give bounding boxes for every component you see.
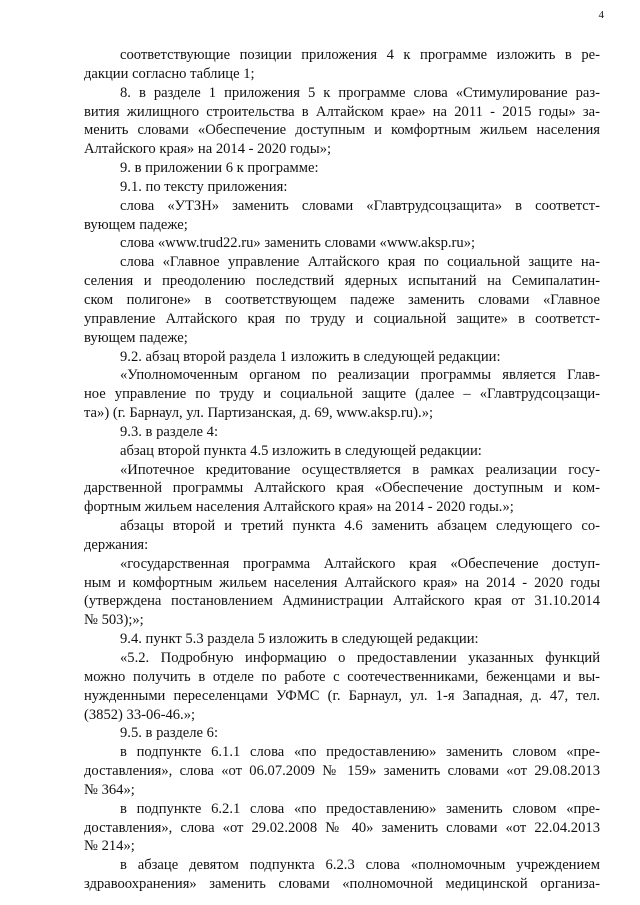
paragraph	[84, 423, 600, 442]
text-line: ное управление по труду и социальной защите (далее – «Главтрудсоцзащи-	[84, 386, 600, 403]
paragraph	[84, 442, 600, 461]
text-line: 8. в разделе 1 приложения 5 к программе слова «Стимулирование раз-	[120, 84, 600, 101]
text-line: № 214»;	[84, 838, 135, 855]
text-line: 9.3. в разделе 4:	[120, 423, 219, 440]
text-line: вующем падеже;	[84, 216, 188, 233]
text-line: фортным жильем населения Алтайского края» на 2014 - 2020 годы.»;	[84, 499, 514, 516]
text-line: доставления», слова «от 29.02.2008 № 40» заменить словами «от 22.04.2013	[84, 819, 600, 836]
text-line: слова «www.trud22.ru» заменить словами «www.aksp.ru»;	[120, 235, 476, 252]
text-line: здравоохранения» заменить словами «полномочной медицинской организа-	[84, 876, 600, 893]
page-number: 4	[598, 9, 604, 21]
text-line: держания:	[84, 536, 149, 553]
paragraph	[84, 743, 600, 800]
text-line: (утверждена постановлением Администрации Алтайского края от 31.10.2014	[84, 593, 600, 610]
text-line: «Уполномоченным органом по реализации программы является Глав-	[120, 367, 600, 384]
text-line: в абзаце девятом подпункта 6.2.3 слова «полномочным учреждением	[120, 857, 600, 874]
paragraph	[84, 366, 600, 423]
text-line: 9. в приложении 6 к программе:	[120, 160, 319, 177]
text-line: «государственная программа Алтайского края «Обеспечение доступ-	[120, 555, 600, 572]
paragraph	[84, 234, 600, 253]
paragraph	[84, 253, 600, 347]
text-line: № 503);»;	[84, 612, 144, 629]
paragraph	[84, 800, 600, 857]
text-line: в подпункте 6.2.1 слова «по предоставлению» заменить словом «пре-	[120, 800, 600, 817]
text-line: 9.4. пункт 5.3 раздела 5 изложить в следующей редакции:	[120, 631, 479, 648]
paragraph	[84, 197, 600, 235]
paragraph	[84, 348, 600, 367]
paragraph	[84, 856, 600, 894]
text-line: вития жилищного строительства в Алтайском крае» на 2011 - 2015 годы» за-	[84, 103, 600, 120]
text-line: ным и комфортным жильем населения Алтайского края» на 2014 - 2020 годы	[84, 574, 600, 591]
paragraph	[84, 159, 600, 178]
text-line: абзац второй пункта 4.5 изложить в следующей редакции:	[120, 442, 482, 459]
text-line: 9.5. в разделе 6:	[120, 725, 219, 742]
text-line: в подпункте 6.1.1 слова «по предоставлению» заменить словом «пре-	[120, 744, 600, 761]
text-line: «5.2. Подробную информацию о предоставлении указанных функций	[120, 650, 600, 666]
paragraph	[84, 84, 600, 159]
paragraph	[84, 517, 600, 555]
text-line: № 364»;	[84, 781, 135, 798]
document-body	[84, 46, 600, 894]
text-line: селения и преодолению последствий ядерных испытаний на Семипалатин-	[84, 273, 600, 290]
text-line: 9.2. абзац второй раздела 1 изложить в следующей редакции:	[120, 348, 501, 365]
text-line: та») (г. Барнаул, ул. Партизанская, д. 69, www.aksp.ru).»;	[84, 405, 434, 422]
paragraph	[84, 630, 600, 649]
text-line: дакции согласно таблице 1;	[84, 65, 255, 82]
text-line: нужденными переселенцами УФМС (г. Барнаул, ул. 1-я Западная, д. 47, тел.	[84, 687, 600, 704]
text-line: абзацы второй и третий пункта 4.6 заменить абзацем следующего со-	[120, 518, 600, 535]
text-line: Алтайского края» на 2014 - 2020 годы»;	[84, 141, 332, 158]
paragraph	[84, 724, 600, 743]
paragraph	[84, 46, 600, 84]
text-line: доставления», слова «от 06.07.2009 № 159» заменить словами «от 29.08.2013	[84, 763, 600, 780]
text-line: слова «Главное управление Алтайского края по социальной защите на-	[120, 254, 600, 271]
text-line: (3852) 33-06-46.»;	[84, 706, 196, 723]
text-line: слова «УТЗН» заменить словами «Главтрудсоцзащита» в соответст-	[120, 197, 600, 214]
text-line: управление Алтайского края по труду и социальной защите» в соответст-	[84, 310, 600, 327]
paragraph	[84, 555, 600, 630]
text-line: дарственной программы Алтайского края «Обеспечение доступным и ком-	[84, 480, 600, 497]
text-line: менить словами «Обеспечение доступным и комфортным жильем населения	[84, 122, 600, 139]
text-line: вующем падеже;	[84, 329, 188, 346]
text-line: «Ипотечное кредитование осуществляется в рамках реализации госу-	[120, 461, 600, 478]
paragraph	[84, 461, 600, 518]
text-line: можно получить в отделе по работе с соотечественниками, беженцами и вы-	[84, 668, 600, 685]
text-line: соответствующие позиции приложения 4 к программе изложить в ре-	[120, 47, 600, 63]
text-line: ском полигоне» в соответствующем падеже заменить словами «Главное	[84, 291, 600, 308]
paragraph	[84, 178, 600, 197]
text-line: 9.1. по тексту приложения:	[120, 178, 288, 195]
paragraph	[84, 649, 600, 724]
